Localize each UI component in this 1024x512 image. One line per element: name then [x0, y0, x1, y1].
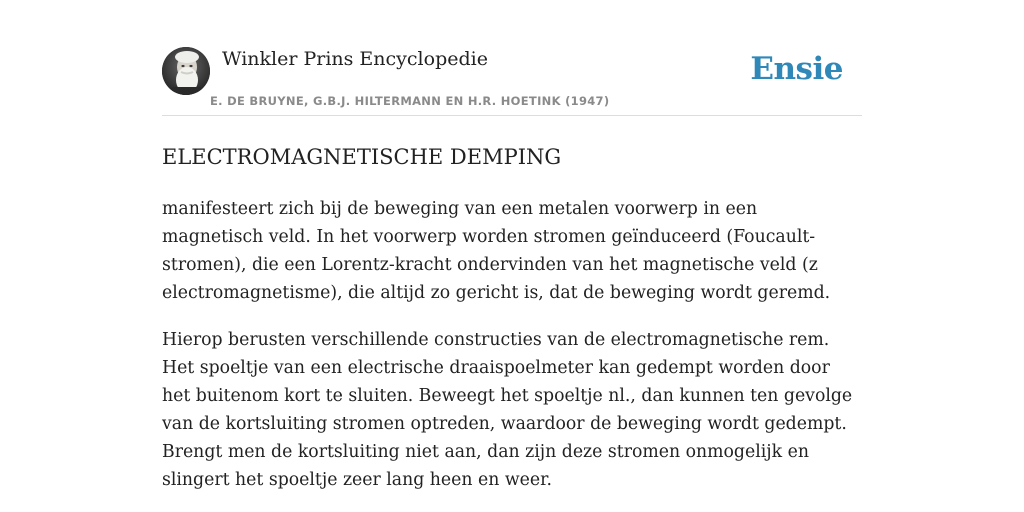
- article-body: [162, 195, 862, 494]
- author-avatar[interactable]: [162, 47, 210, 95]
- site-title[interactable]: Winkler Prins Encyclopedie: [222, 48, 488, 70]
- author-portrait-icon: [162, 47, 210, 95]
- page-header: [162, 46, 862, 116]
- article-paragraph: manifesteert zich bij de beweging van een metalen voorwerp in een magnetisch veld. In het voorwerp worden stromen geïnduceerd (Foucault-stromen), die een Lorentz-kracht ondervinden van het magnetische veld (z electromagnetisme), die altijd zo gericht is, dat de beweging wordt geremd.: [162, 199, 831, 303]
- article-page: [162, 46, 862, 494]
- article-heading: ELECTROMAGNETISCHE DEMPING: [162, 145, 562, 169]
- brand-logo[interactable]: Ensie: [750, 51, 843, 87]
- article-paragraph: Hierop berusten verschillende constructies van de electromagnetische rem. Het spoeltje van een electrische draaispoelmeter kan gedempt worden door het buitenom kort te sluiten. Beweegt het spoeltje nl., dan kunnen ten gevolge van de kortsluiting stromen optreden, waardoor de beweging wordt gedempt. Brengt men de kortsluiting niet aan, dan zijn deze stromen onmogelijk en slingert het spoeltje zeer lang heen en weer.: [162, 330, 853, 490]
- authors-line: E. DE BRUYNE, G.B.J. HILTERMANN EN H.R. HOETINK (1947): [210, 94, 610, 108]
